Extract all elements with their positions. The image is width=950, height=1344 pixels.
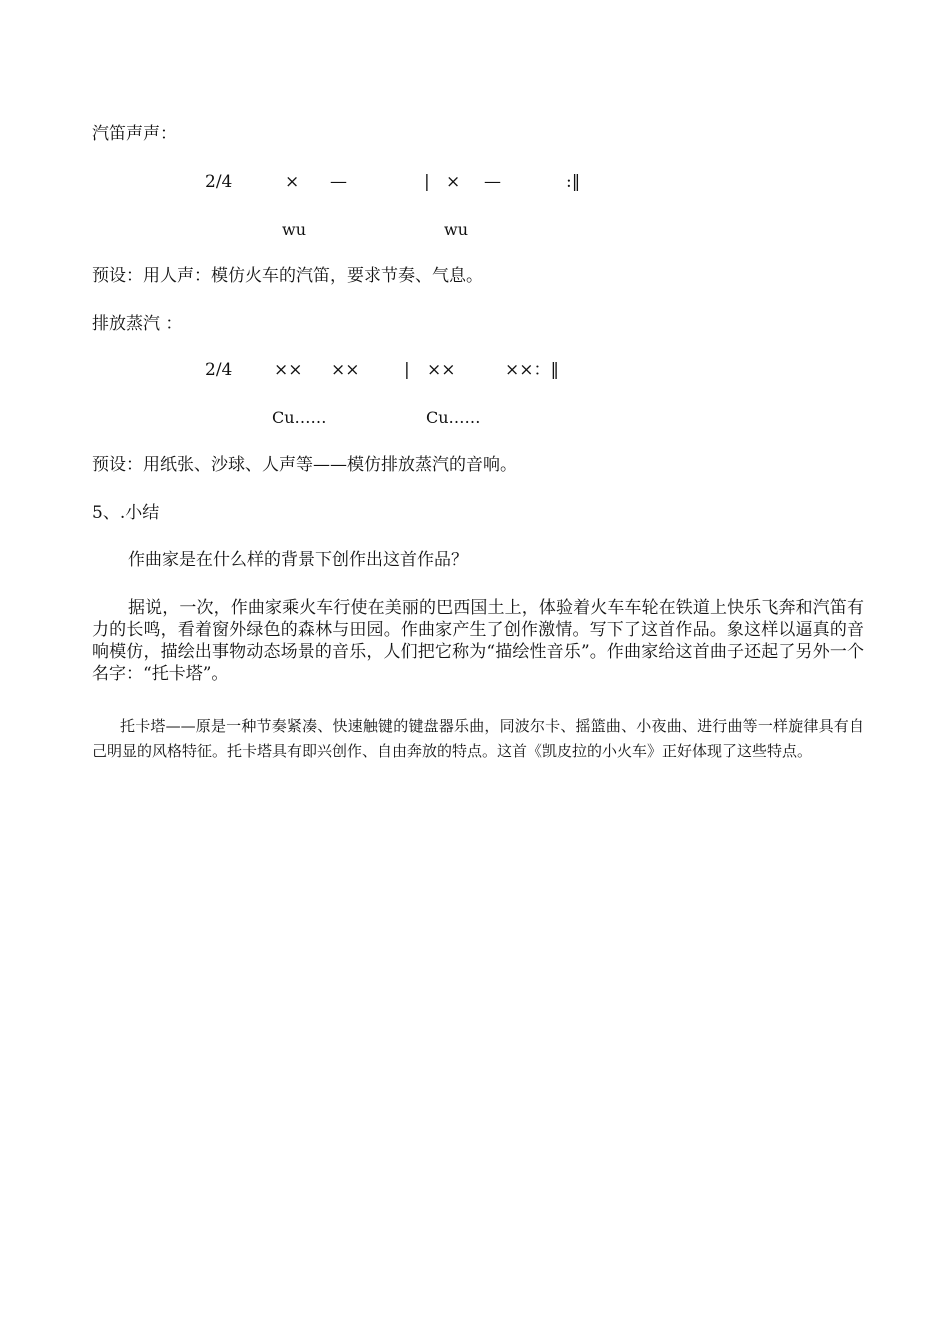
lyric: wu: [444, 220, 468, 239]
toccata-paragraph: 托卡塔——原是一种节奏紧凑、快速触键的键盘器乐曲，同波尔卡、摇篮曲、小夜曲、进行曲等一样旋律具有自己明显的风格特征。托卡塔具有即兴创作、自由奔放的特点。这首《凯皮拉的小火车》正好体现了这些特点。: [92, 717, 864, 760]
note: ××：‖: [505, 360, 559, 380]
story-paragraph: 据说，一次，作曲家乘火车行使在美丽的巴西国土上，体验着火车车轮在铁道上快乐飞奔和汽笛有力的长鸣，看着窗外绿色的森林与田园。作曲家产生了创作激情。写下了这首作品。象这样以逼真的音响模仿，描绘出事物动态场景的音乐，人们把它称为“描绘性音乐”。作曲家给这首曲子还起了另外一个名字：“托卡塔”。: [92, 598, 864, 684]
note: ××: [274, 360, 303, 380]
question: 作曲家是在什么样的背景下创作出这首作品？: [128, 550, 468, 570]
lyric: wu: [282, 220, 306, 239]
whistle-note: 预设：用人声：模仿火车的汽笛，要求节奏、气息。: [92, 266, 483, 286]
summary-heading: 5、.小结: [92, 503, 160, 523]
dash: —: [484, 172, 501, 192]
bar-line: |: [404, 360, 410, 380]
steam-title: 排放蒸汽 ：: [92, 314, 183, 334]
steam-note: 预设：用纸张、沙球、人声等——模仿排放蒸汽的音响。: [92, 455, 517, 475]
lyric: Cu……: [272, 408, 327, 427]
bar-line: |: [424, 172, 430, 192]
repeat-end: :‖: [566, 172, 581, 192]
time-signature: 2/4: [205, 360, 233, 380]
whistle-title: 汽笛声声：: [92, 124, 177, 144]
time-signature: 2/4: [205, 172, 233, 192]
note: ××: [331, 360, 360, 380]
note: ×: [285, 172, 300, 192]
lyric: Cu……: [426, 408, 481, 427]
note: ×: [446, 172, 461, 192]
dash: —: [330, 172, 347, 192]
note: ××: [427, 360, 456, 380]
